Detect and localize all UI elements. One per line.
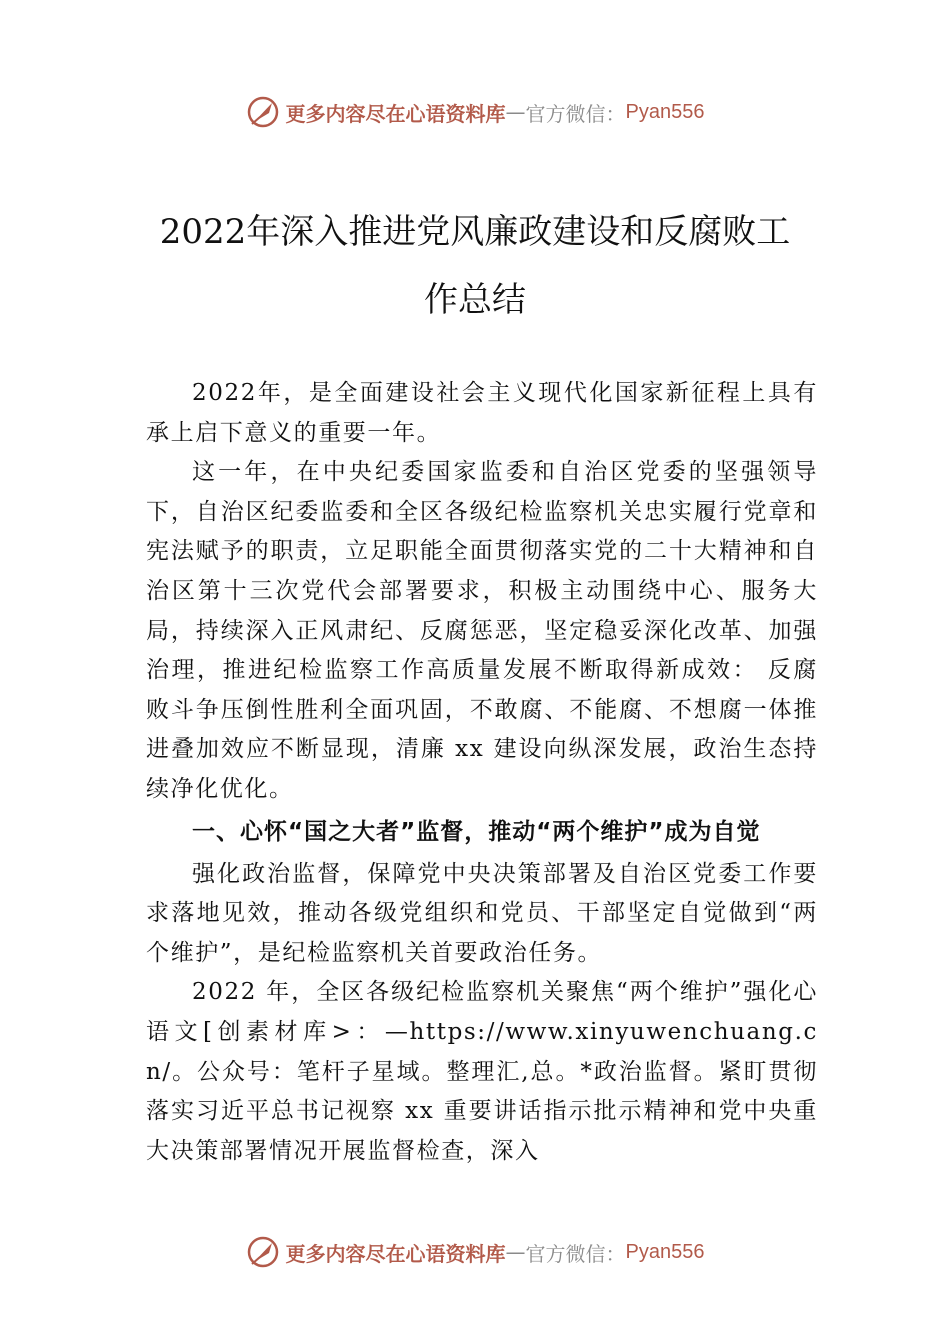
paragraph-intro: 2022年，是全面建设社会主义现代化国家新征程上具有承上启下意义的重要一年。 [146,380,818,446]
banner-separator: — [505,100,526,124]
banner-separator: — [505,1240,526,1264]
banner-wechat-id: Pyan556 [625,1240,705,1263]
title-line-1: 2022年深入推进党风廉政建设和反腐败工 [159,212,791,252]
paragraph-political-supervision: 强化政治监督，保障党中央决策部署及自治区党委工作要求落地见效，推动各级党组织和党员、干部坚定自觉做到“两个维护”，是纪检监察机关首要政治任务。 [146,860,818,966]
title-line-2: 作总结 [424,280,526,320]
banner-official-label: 官方微信： [525,101,626,126]
document-body [146,374,818,1171]
document-title [120,198,830,334]
quill-logo-icon [246,1235,280,1269]
banner-wechat-id: Pyan556 [625,100,705,123]
header-banner [0,92,950,132]
paragraph-summary: 这一年，在中央纪委国家监委和自治区党委的坚强领导下，自治区纪委监委和全区各级纪检监察机关忠实履行党章和宪法赋予的职责，立足职能全面贯彻落实党的二十大精神和自治区第十三次党代会部署要求，积极主动围绕中心、服务大局，持续深入正风肃纪、反腐惩恶，坚定稳妥深化改革、加强治理，推进纪检监察工作高质量发展不断取得新成效： 反腐败斗争压倒性胜利全面巩固，不敢腐、不能腐、不想腐一体推进叠加效应不断显现，清廉 xx 建设向纵深发展，政治生态持续净化优化。 [146,459,818,802]
banner-brand-text: 更多内容尽在心语资料库 [285,1241,506,1266]
banner-official-label: 官方微信： [525,1241,626,1266]
section-heading-1: 一、心怀“国之大者”监督，推动“两个维护”成为自觉 [192,818,761,845]
quill-logo-icon [246,95,280,129]
footer-banner [0,1232,950,1272]
banner-brand-text: 更多内容尽在心语资料库 [285,101,506,126]
paragraph-2022-focus: 2022 年，全区各级纪检监察机关聚焦“两个维护”强化心语文[创素材库>：—https://www.xinyuwenchuang.cn/。公众号：笔杆子星域。整理汇,总。*政治监督。紧盯贯彻落实习近平总书记视察 xx 重要讲话指示批示精神和党中央重大决策部署情况开展监督检查，深入 [146,979,818,1164]
